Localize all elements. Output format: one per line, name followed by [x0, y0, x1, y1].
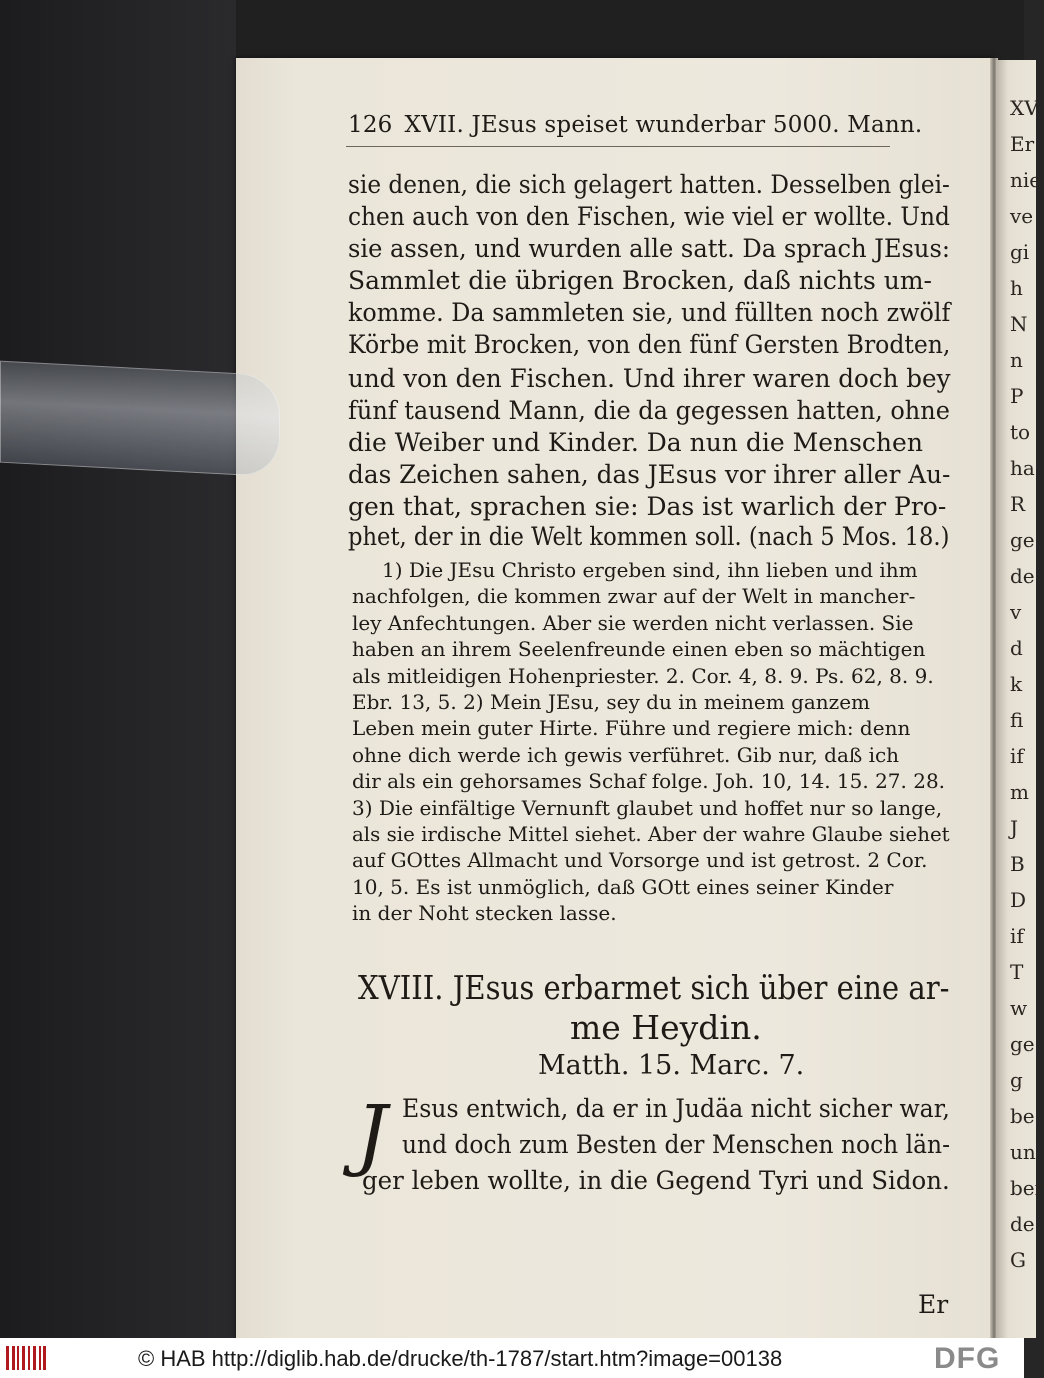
- facing-page-fragment: g: [1010, 1068, 1023, 1092]
- body-line: phet, der in die Welt kommen soll. (nach 5 Mos. 18.): [348, 522, 950, 551]
- running-title: XVII. JEsus speiset wunderbar 5000. Mann.: [404, 112, 923, 138]
- facing-page-fragment: h: [1010, 276, 1023, 300]
- facing-page-fragment: gi: [1010, 240, 1030, 264]
- source-link[interactable]: © HAB http://diglib.hab.de/drucke/th-1787/start.htm?image=00138: [138, 1346, 783, 1371]
- facing-page-fragment: m: [1010, 780, 1029, 804]
- bible-reference: Matth. 15. Marc. 7.: [538, 1050, 805, 1081]
- facing-page-fragment: n: [1010, 348, 1023, 372]
- footnote-line: 10, 5. Es ist unmöglich, daß GOtt eines seiner Kinder: [352, 874, 894, 899]
- body-line: Sammlet die übrigen Brocken, daß nichts um-: [348, 266, 933, 295]
- footnote-line: haben an ihrem Seelenfreunde einen eben so mächtigen: [352, 637, 926, 662]
- footnote-line: als sie irdische Mittel siehet. Aber der wahre Glaube siehet: [352, 822, 950, 846]
- facing-page-fragment: if: [1010, 744, 1024, 768]
- facing-page-fragment: w: [1010, 996, 1028, 1020]
- paragraph-line-3: ger leben wollte, in die Gegend Tyri und Sidon.: [362, 1166, 950, 1195]
- drop-capital: J: [356, 1090, 388, 1180]
- footnote-line: als mitleidigen Hohenpriester. 2. Cor. 4, 8. 9. Ps. 62, 8. 9.: [352, 663, 934, 688]
- section-title-line-1: XVIII. JEsus erbarmet sich über eine ar-: [358, 968, 950, 1007]
- facing-page-fragment: Er: [1010, 132, 1035, 156]
- footnote-line: dir als ein gehorsames Schaf folge. Joh. 10, 14. 15. 27. 28.: [352, 769, 946, 794]
- body-line: die Weiber und Kinder. Da nun die Menschen: [348, 428, 923, 457]
- facing-page-fragment: J: [1010, 816, 1019, 840]
- facing-page-fragment: R: [1010, 492, 1026, 516]
- footnote-line: ohne dich werde ich gewis verführet. Gib nur, daß ich: [352, 742, 900, 767]
- facing-page-fragment: T: [1010, 960, 1024, 984]
- facing-page-fragment: ha: [1010, 456, 1035, 480]
- facing-page-fragment: ve: [1010, 204, 1034, 228]
- body-line: Körbe mit Brocken, von den fünf Gersten Brodten,: [348, 330, 951, 359]
- body-line: sie denen, die sich gelagert hatten. Desselben glei-: [348, 170, 950, 199]
- facing-page-fragment: v: [1010, 600, 1022, 624]
- page-number: 126: [348, 112, 393, 138]
- body-line: komme. Da sammleten sie, und füllten noch zwölf: [348, 298, 951, 327]
- facing-page-fragment: de: [1010, 1212, 1035, 1236]
- footnote-line: Ebr. 13, 5. 2) Mein JEsu, sey du in meinem ganzem: [352, 690, 871, 714]
- footnote-line: in der Noht stecken lasse.: [352, 901, 617, 926]
- footer-bar: [0, 1338, 1024, 1378]
- facing-page-fragment: fi: [1010, 708, 1024, 732]
- transparent-bookmark: [0, 361, 280, 478]
- facing-page-fragment: nie: [1010, 168, 1042, 192]
- facing-page-fragment: G: [1010, 1248, 1026, 1272]
- body-line: sie assen, und wurden alle satt. Da sprach JEsus:: [348, 234, 950, 263]
- body-line: gen that, sprachen sie: Das ist warlich der Pro-: [348, 492, 947, 521]
- facing-page-fragment: D: [1010, 888, 1027, 912]
- facing-page-fragment: de: [1010, 564, 1035, 588]
- body-line: chen auch von den Fischen, wie viel er wollte. Und: [348, 202, 950, 231]
- facing-page-fragment: N: [1010, 312, 1028, 336]
- facing-page-fragment: k: [1010, 672, 1023, 696]
- footnote-line: ley Anfechtungen. Aber sie werden nicht verlassen. Sie: [352, 610, 914, 635]
- header-rule: [346, 146, 890, 147]
- facing-page-fragment: ber: [1010, 1176, 1044, 1200]
- facing-page-fragment: un: [1010, 1140, 1036, 1164]
- dfg-logo: DFG: [934, 1342, 1001, 1375]
- footnote-line: 3) Die einfältige Vernunft glaubet und hoffet nur so lange,: [352, 795, 943, 820]
- catchword: Er: [918, 1290, 949, 1319]
- facing-page-fragment: P: [1010, 384, 1024, 408]
- facing-page-fragment: if: [1010, 924, 1024, 948]
- running-header: [348, 112, 922, 138]
- paragraph-line-2: und doch zum Besten der Menschen noch län-: [402, 1130, 950, 1159]
- footnote-line: Leben mein guter Hirte. Führe und regiere mich: denn: [352, 716, 911, 741]
- body-line: und von den Fischen. Und ihrer waren doch bey: [348, 364, 951, 393]
- hab-barcode-logo-icon: [6, 1346, 46, 1370]
- footnote-line: auf GOttes Allmacht und Vorsorge und ist getrost. 2 Cor.: [352, 848, 928, 873]
- background-cloth: [0, 0, 236, 1338]
- facing-page-fragment: ge: [1010, 1032, 1035, 1056]
- facing-page-fragment: be: [1010, 1104, 1035, 1128]
- body-line: fünf tausend Mann, die da gegessen hatten, ohne: [348, 396, 950, 425]
- body-line: das Zeichen sahen, das JEsus vor ihrer aller Au-: [348, 460, 951, 489]
- footnote-line: nachfolgen, die kommen zwar auf der Welt in mancher-: [352, 584, 916, 609]
- facing-page-fragment: XV: [1010, 96, 1039, 120]
- section-title-line-2: me Heydin.: [570, 1008, 762, 1047]
- facing-page-fragment: d: [1010, 636, 1023, 660]
- footnote-line: 1) Die JEsu Christo ergeben sind, ihn lieben und ihm: [382, 558, 918, 582]
- facing-page-fragment: B: [1010, 852, 1025, 876]
- facing-page-fragment: to: [1010, 420, 1031, 444]
- facing-page-fragment: ge: [1010, 528, 1035, 552]
- paragraph-line-1: Esus entwich, da er in Judäa nicht sicher war,: [402, 1094, 950, 1123]
